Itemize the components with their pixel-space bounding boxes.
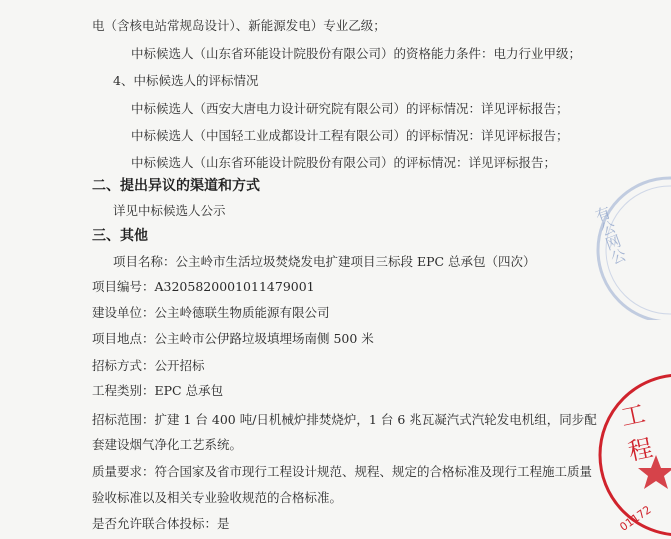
red-seal-text: 工程: [618, 399, 656, 467]
section-heading-2: 二、提出异议的渠道和方式: [92, 178, 260, 194]
text-line-5: 中标候选人（中国轻工业成都设计工程有限公司）的评标情况：详见评标报告；: [131, 128, 569, 143]
text-line-3: 4、中标候选人的评标情况: [113, 73, 259, 88]
text-line-1: 电（含核电站常规岛设计）、新能源发电）专业乙级；: [92, 18, 386, 33]
text-line-4: 中标候选人（西安大唐电力设计研究院有限公司）的评标情况：详见评标报告；: [131, 101, 569, 116]
bidding-method: 招标方式：公开招标: [92, 358, 205, 373]
quality-requirement-continued: 验收标准以及相关专业验收规范的合格标准。: [92, 490, 343, 505]
project-name: 项目名称：公主岭市生活垃圾焚烧发电扩建项目三标段 EPC 总承包（四次）: [113, 254, 536, 269]
quality-requirement: 质量要求：符合国家及省市现行工程设计规范、规程、规定的合格标准及现行工程施工质量: [92, 464, 593, 479]
project-number: 项目编号：A3205820001011479001: [92, 279, 315, 294]
red-seal-number: 01172: [617, 503, 654, 534]
blue-seal-text: 有公网公: [591, 203, 629, 267]
text-line-2: 中标候选人（山东省环能设计院股份有限公司）的资格能力条件：电力行业甲级；: [131, 46, 582, 61]
bidding-scope-continued: 套建设烟气净化工艺系统。: [92, 437, 243, 452]
text-line-7: 详见中标候选人公示: [113, 203, 226, 218]
project-category: 工程类别：EPC 总承包: [92, 383, 224, 398]
text-line-6: 中标候选人（山东省环能设计院股份有限公司）的评标情况：详见评标报告；: [131, 155, 557, 170]
construction-unit: 建设单位：公主岭德联生物质能源有限公司: [92, 305, 330, 320]
joint-bid-allowed: 是否允许联合体投标：是: [92, 516, 230, 531]
bidding-scope: 招标范围：扩建 1 台 400 吨/日机械炉排焚烧炉，1 台 6 兆瓦凝汽式汽轮发电机组，同步配: [92, 412, 597, 427]
project-location: 项目地点：公主岭市公伊路垃圾填埋场南侧 500 米: [92, 331, 374, 346]
section-heading-3: 三、其他: [92, 228, 148, 244]
